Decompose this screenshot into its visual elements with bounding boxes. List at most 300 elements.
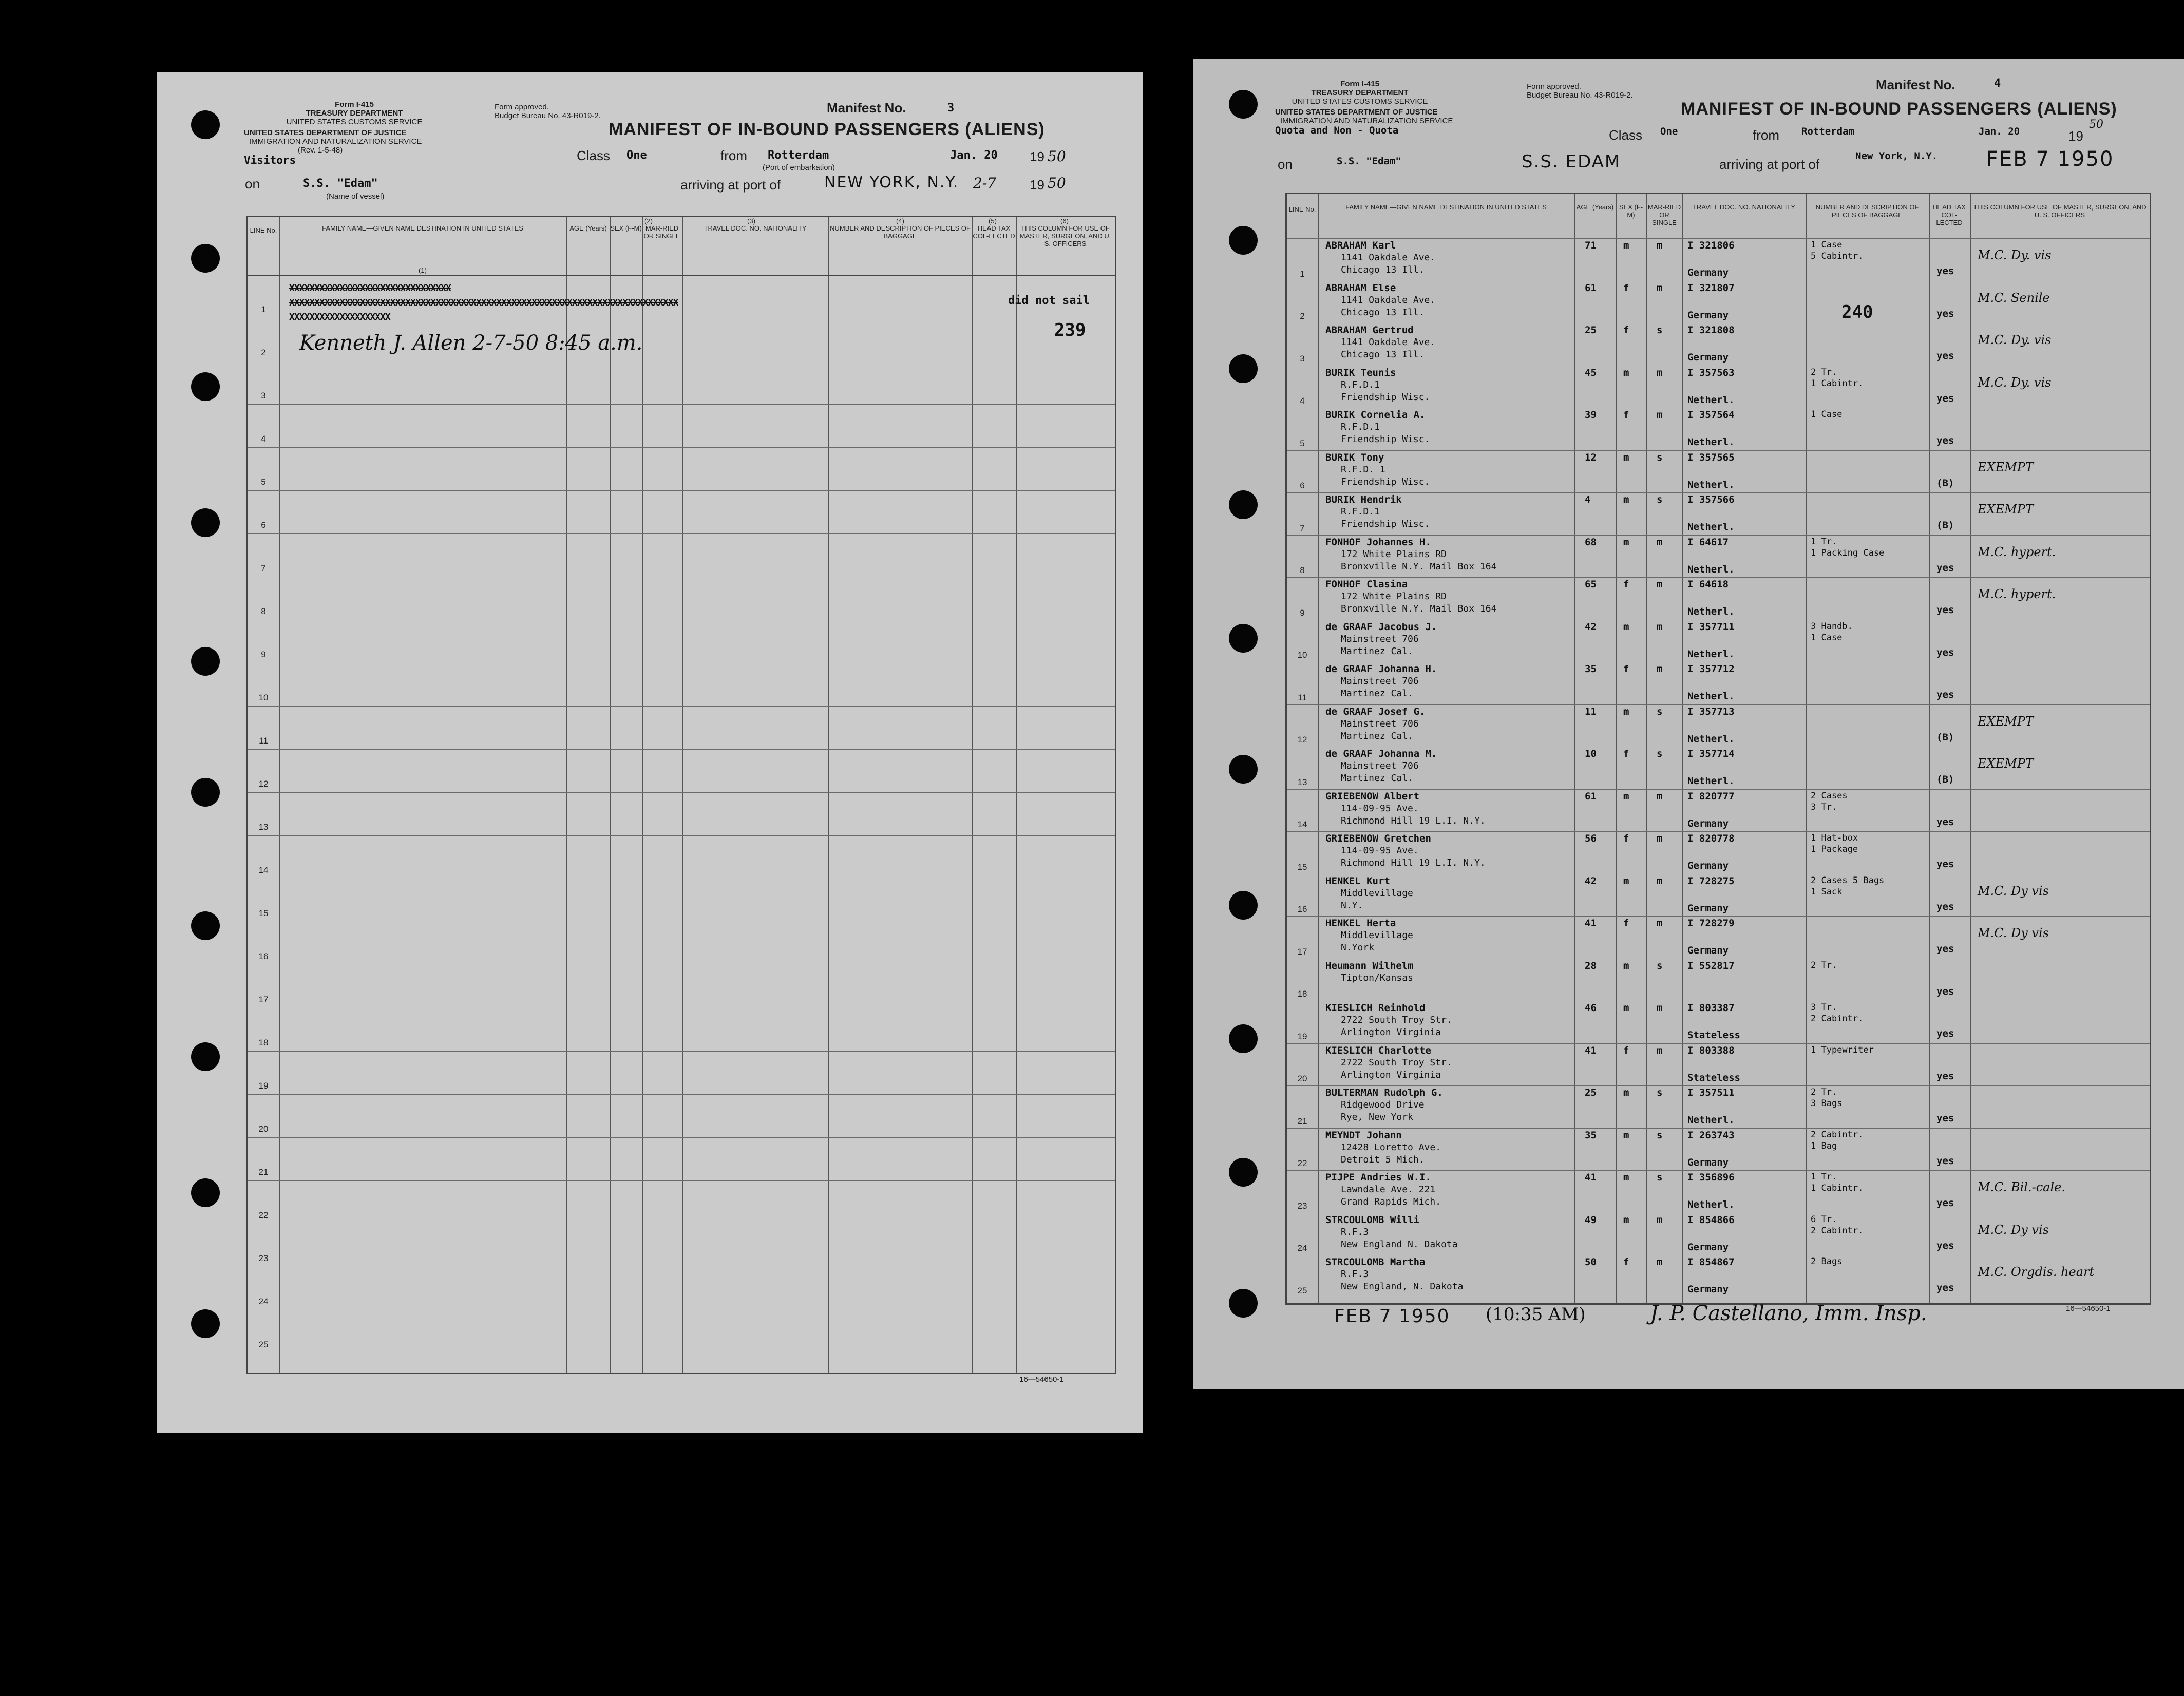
form-approved: Form approved.: [1527, 82, 1581, 91]
baggage-line1: 2 Tr.: [1811, 960, 1837, 970]
inspector-signature: J. P. Castellano, Imm. Insp.: [1650, 1302, 1927, 1325]
baggage-line1: 1 Case: [1811, 409, 1843, 420]
form-id: Form I-415: [1340, 80, 1379, 88]
row-number: 6: [1300, 481, 1305, 490]
nationality: Netherl.: [1687, 733, 1735, 745]
binder-hole: [1229, 1158, 1258, 1187]
passenger-age: 61: [1585, 790, 1597, 802]
officer-note: EXEMPT: [1978, 756, 2034, 771]
binder-hole: [1229, 490, 1258, 519]
head-tax: yes: [1936, 265, 1954, 277]
passenger-address-line1: Mainstreet 706: [1341, 760, 1419, 771]
binder-hole: [191, 1178, 220, 1207]
binder-hole: [1229, 226, 1258, 255]
head-tax: (B): [1936, 520, 1954, 531]
table-row: [1287, 747, 2150, 790]
col-header-line: LINE No.: [1288, 205, 1316, 213]
passenger-name: de GRAAF Jacobus J.: [1325, 621, 1437, 633]
nationality: Netherl.: [1687, 606, 1735, 617]
arrival-port: New York, N.Y.: [1855, 150, 1938, 162]
passenger-address-line1: 12428 Loretto Ave.: [1341, 1141, 1441, 1153]
officer-note: M.C. Senile: [1978, 290, 2050, 305]
passenger-age: 42: [1585, 875, 1597, 887]
manifest-title: MANIFEST OF IN-BOUND PASSENGERS (ALIENS): [1681, 99, 2117, 119]
nationality: Germany: [1687, 1156, 1729, 1168]
row-number: 8: [261, 606, 266, 616]
passenger-address-line1: Lawndale Ave. 221: [1341, 1184, 1436, 1195]
arriving-label: arriving at port of: [680, 177, 781, 193]
row-number: 12: [1297, 735, 1307, 745]
col-header-travel-doc: TRAVEL DOC. NO. NATIONALITY: [704, 224, 807, 232]
year-prefix: 19: [1030, 149, 1044, 164]
passenger-name: GRIEBENOW Gretchen: [1325, 833, 1431, 844]
nationality: Germany: [1687, 352, 1729, 363]
col-number: (5): [989, 217, 997, 225]
passenger-address-line2: Martinez Cal.: [1341, 645, 1413, 657]
passenger-age: 11: [1585, 706, 1597, 717]
travel-doc-number: I 357564: [1687, 409, 1735, 421]
passenger-address-line1: Middlevillage: [1341, 887, 1413, 899]
binder-hole: [191, 1042, 220, 1071]
customs-service: UNITED STATES CUSTOMS SERVICE: [1292, 97, 1428, 106]
left-manifest-page: [157, 72, 1143, 1433]
table-row: [1287, 1170, 2150, 1213]
baggage-line1: 3 Handb.: [1811, 621, 1853, 632]
officer-note: M.C. Dy. vis: [1978, 333, 2052, 347]
baggage-line1: 2 Tr.: [1811, 1087, 1837, 1097]
passenger-sex: m: [1623, 1214, 1629, 1226]
passenger-name: de GRAAF Josef G.: [1325, 706, 1426, 717]
col-header-sex: SEX (F-M): [610, 224, 642, 232]
nationality: Netherl.: [1687, 521, 1735, 532]
row-number: 14: [258, 865, 269, 875]
travel-doc-number: I 357563: [1687, 367, 1735, 378]
col-header-married: MAR-RIED OR SINGLE: [1647, 203, 1681, 226]
baggage-line1: 1 Typewriter: [1811, 1044, 1874, 1055]
baggage-line1: 1 Case: [1811, 240, 1843, 250]
baggage-line2: 1 Cabintr.: [1811, 378, 1864, 389]
travel-doc-number: I 357565: [1687, 451, 1735, 463]
passenger-address-line1: Tipton/Kansas: [1341, 972, 1413, 983]
travel-doc-number: I 357712: [1687, 663, 1735, 675]
col-number: (1): [419, 266, 427, 274]
col-number: (4): [896, 217, 904, 225]
passenger-age: 41: [1585, 1172, 1597, 1183]
nationality: Germany: [1687, 902, 1729, 914]
passenger-marital: m: [1657, 579, 1663, 590]
ins-label: IMMIGRATION AND NATURALIZATION SERVICE: [249, 137, 422, 146]
travel-doc-number: I 321808: [1687, 325, 1735, 336]
row-number: 24: [1297, 1243, 1307, 1253]
travel-doc-number: I 321806: [1687, 240, 1735, 251]
row-number: 20: [1297, 1074, 1307, 1083]
passenger-address-line1: 1141 Oakdale Ave.: [1341, 294, 1436, 306]
arrival-year-prefix: 19: [1030, 177, 1044, 193]
passenger-sex: m: [1623, 706, 1629, 717]
vessel-note: (Name of vessel): [326, 192, 385, 201]
head-tax: yes: [1936, 943, 1954, 955]
revision-label: (Rev. 1-5-48): [298, 146, 343, 155]
passenger-age: 46: [1585, 1002, 1597, 1014]
row-number: 21: [1297, 1116, 1307, 1126]
col-header-line: LINE No.: [250, 226, 277, 234]
passenger-address-line1: 1141 Oakdale Ave.: [1341, 337, 1436, 348]
row-number: 23: [258, 1253, 269, 1263]
travel-doc-number: I 728275: [1687, 875, 1735, 887]
passenger-address-line2: Bronxville N.Y. Mail Box 164: [1341, 603, 1497, 614]
officer-note: M.C. Dy vis: [1978, 1222, 2049, 1237]
passenger-marital: s: [1657, 451, 1663, 463]
officer-note: M.C. Dy. vis: [1978, 375, 2052, 390]
nationality: Germany: [1687, 1284, 1729, 1295]
passenger-address-line1: Mainstreet 706: [1341, 676, 1419, 687]
ins-label: IMMIGRATION AND NATURALIZATION SERVICE: [1280, 117, 1453, 125]
baggage-line1: 2 Tr.: [1811, 367, 1837, 377]
baggage-line1: 3 Tr.: [1811, 1002, 1837, 1013]
baggage-line1: 6 Tr.: [1811, 1214, 1837, 1225]
passenger-address-line2: Rye, New York: [1341, 1112, 1413, 1122]
passenger-address-line2: Friendship Wisc.: [1341, 519, 1430, 529]
head-tax: (B): [1936, 477, 1954, 489]
passenger-address-line1: Mainstreet 706: [1341, 718, 1419, 729]
passenger-name: BURIK Cornelia A.: [1325, 409, 1426, 421]
head-tax: yes: [1936, 1155, 1954, 1167]
passenger-marital: m: [1657, 621, 1663, 633]
passenger-age: 56: [1585, 833, 1597, 844]
manifest-title: MANIFEST OF IN-BOUND PASSENGERS (ALIENS): [609, 120, 1045, 139]
page-footer-code: 16—54650-1: [1019, 1375, 1064, 1384]
officer-note: M.C. hypert.: [1978, 587, 2056, 601]
passenger-sex: f: [1623, 748, 1629, 759]
baggage-line2: 3 Bags: [1811, 1098, 1843, 1109]
table-row: [1287, 1255, 2150, 1298]
travel-doc-number: I 357714: [1687, 748, 1735, 759]
row-number: 21: [258, 1167, 269, 1177]
row-number: 5: [261, 477, 266, 487]
nationality: Netherl.: [1687, 775, 1735, 787]
on-label: on: [1278, 157, 1293, 172]
head-tax: yes: [1936, 859, 1954, 870]
row-number: 16: [1297, 904, 1307, 914]
col-header-travel-doc: TRAVEL DOC. NO. NATIONALITY: [1693, 203, 1795, 211]
budget-bureau: Budget Bureau No. 43-R019-2.: [1527, 91, 1633, 100]
col-header-head-tax: HEAD TAX COL-LECTED: [1933, 203, 1966, 226]
class-label: Class: [577, 148, 611, 163]
passenger-marital: m: [1657, 1256, 1663, 1268]
visitors-label: Visitors: [244, 154, 296, 166]
passenger-sex: m: [1623, 367, 1629, 378]
travel-doc-number: I 321807: [1687, 282, 1735, 294]
binder-hole: [191, 372, 220, 401]
binder-hole: [1229, 1024, 1258, 1053]
officer-note: M.C. Dy. vis: [1978, 248, 2052, 262]
table-row: [1287, 1043, 2150, 1087]
table-row: [1287, 577, 2150, 620]
passenger-address-line2: Chicago 13 Ill.: [1341, 264, 1425, 275]
col-number: (3): [747, 217, 755, 225]
passenger-name: STRCOULOMB Martha: [1325, 1256, 1426, 1268]
travel-doc-number: I 552817: [1687, 960, 1735, 971]
binder-hole: [191, 110, 220, 139]
passenger-sex: m: [1623, 494, 1629, 505]
passenger-age: 41: [1585, 1044, 1597, 1056]
travel-doc-number: I 64618: [1687, 579, 1729, 590]
passenger-age: 41: [1585, 918, 1597, 929]
nationality: Germany: [1687, 860, 1729, 871]
binder-hole: [1229, 624, 1258, 653]
baggage-line1: 2 Cabintr.: [1811, 1129, 1864, 1140]
head-tax: yes: [1936, 308, 1954, 319]
travel-doc-number: I 854866: [1687, 1214, 1735, 1226]
passenger-age: 65: [1585, 579, 1597, 590]
passenger-address-line2: Arlington Virginia: [1341, 1069, 1441, 1080]
travel-doc-number: I 820778: [1687, 833, 1735, 844]
passenger-marital: m: [1657, 409, 1663, 421]
passenger-name: FONHOF Johannes H.: [1325, 536, 1431, 548]
head-tax: yes: [1936, 689, 1954, 700]
passenger-marital: s: [1657, 1087, 1663, 1098]
passenger-address-line1: 114-09-95 Ave.: [1341, 803, 1419, 814]
passenger-sex: f: [1623, 409, 1629, 421]
officer-note: EXEMPT: [1978, 714, 2034, 729]
nationality: Stateless: [1687, 1072, 1740, 1083]
nationality: Netherl.: [1687, 691, 1735, 702]
head-tax: yes: [1936, 1070, 1954, 1082]
passenger-address-line2: Friendship Wisc.: [1341, 434, 1430, 445]
head-tax: yes: [1936, 604, 1954, 616]
passenger-address-line2: New England N. Dakota: [1341, 1238, 1458, 1250]
travel-doc-number: I 820777: [1687, 790, 1735, 802]
manifest-table: [246, 216, 1116, 1374]
officer-note: M.C. Orgdis. heart: [1978, 1265, 2095, 1279]
passenger-address-line1: R.F.D. 1: [1341, 464, 1385, 475]
year-value: 50: [2089, 118, 2103, 131]
bottom-time: (10:35 AM): [1486, 1304, 1586, 1325]
travel-doc-number: I 854867: [1687, 1256, 1735, 1268]
passenger-sex: f: [1623, 663, 1629, 675]
col-header-officers: THIS COLUMN FOR USE OF MASTER, SURGEON, AND U. S. OFFICERS: [1973, 203, 2147, 219]
row-number: 19: [1297, 1031, 1307, 1041]
row-number: 18: [258, 1038, 269, 1047]
passenger-address-line2: New England, N. Dakota: [1341, 1281, 1464, 1292]
embarkation-note: (Port of embarkation): [763, 163, 835, 172]
on-label: on: [245, 176, 260, 192]
col-header-name: FAMILY NAME—GIVEN NAME DESTINATION IN UNITED STATES: [1345, 203, 1547, 211]
row-number: 25: [258, 1340, 269, 1349]
passenger-age: 10: [1585, 748, 1597, 759]
officer-number: 240: [1841, 302, 1873, 322]
passenger-sex: m: [1623, 1087, 1629, 1098]
passenger-marital: s: [1657, 748, 1663, 759]
passenger-address-line1: Mainstreet 706: [1341, 633, 1419, 644]
officer-note: M.C. Dy vis: [1978, 926, 2049, 940]
baggage-line1: 1 Tr.: [1811, 1172, 1837, 1182]
passenger-address-line1: Ridgewood Drive: [1341, 1099, 1425, 1110]
col-header-officers: THIS COLUMN FOR USE OF MASTER, SURGEON, AND U. S. OFFICERS: [1019, 224, 1111, 247]
baggage-line1: 2 Bags: [1811, 1256, 1843, 1267]
travel-doc-number: I 64617: [1687, 536, 1729, 548]
passenger-marital: s: [1657, 960, 1663, 971]
col-header-baggage: NUMBER AND DESCRIPTION OF PIECES OF BAGGAGE: [830, 224, 971, 240]
table-row: [1287, 1128, 2150, 1171]
passenger-sex: m: [1623, 960, 1629, 971]
passenger-sex: f: [1623, 325, 1629, 336]
head-tax: yes: [1936, 1028, 1954, 1039]
right-manifest-page: [1193, 59, 2184, 1389]
did-not-sail-note: did not sail: [1008, 294, 1090, 307]
baggage-line2: 1 Case: [1811, 632, 1843, 643]
row-number: 12: [258, 779, 269, 789]
passenger-address-line1: 114-09-95 Ave.: [1341, 845, 1419, 856]
passenger-name: BURIK Teunis: [1325, 367, 1396, 378]
passenger-address-line2: Grand Rapids Mich.: [1341, 1196, 1441, 1207]
row-number: 5: [1300, 438, 1305, 448]
table-row: [1287, 662, 2150, 705]
form-approved: Form approved.: [495, 103, 549, 111]
manifest-number: 3: [947, 102, 955, 115]
passenger-name: de GRAAF Johanna H.: [1325, 663, 1437, 675]
table-row: [1287, 238, 2150, 281]
head-tax: yes: [1936, 562, 1954, 574]
passenger-name: MEYNDT Johann: [1325, 1129, 1402, 1141]
passenger-age: 50: [1585, 1256, 1597, 1268]
table-row: [1287, 704, 2150, 748]
travel-doc-number: I 357713: [1687, 706, 1735, 717]
passenger-age: 35: [1585, 1129, 1597, 1141]
table-row: [1287, 789, 2150, 832]
row-number: 17: [258, 995, 269, 1004]
passenger-marital: m: [1657, 367, 1663, 378]
nationality: Netherl.: [1687, 563, 1735, 575]
passenger-address-line2: Martinez Cal.: [1341, 773, 1413, 784]
head-tax: yes: [1936, 1240, 1954, 1251]
passenger-marital: s: [1657, 494, 1663, 505]
nationality: Netherl.: [1687, 1114, 1735, 1126]
department-of-justice: UNITED STATES DEPARTMENT OF JUSTICE: [1275, 108, 1438, 117]
manifest-number: 4: [1994, 77, 2001, 90]
nationality: Germany: [1687, 817, 1729, 829]
passenger-name: ABRAHAM Else: [1325, 282, 1396, 294]
travel-doc-number: I 357511: [1687, 1087, 1735, 1098]
col-number: (6): [1060, 217, 1069, 225]
binder-hole: [1229, 90, 1258, 119]
row-number: 7: [261, 563, 266, 573]
embarkation-date: Jan. 20: [1979, 126, 2020, 137]
nationality: Netherl.: [1687, 648, 1735, 660]
passenger-address-line2: Richmond Hill 19 L.I. N.Y.: [1341, 815, 1486, 826]
embarkation-date: Jan. 20: [950, 149, 998, 162]
passenger-address-line2: N.Y.: [1341, 900, 1363, 911]
row-number: 15: [1297, 862, 1307, 872]
row-number: 11: [259, 736, 268, 746]
passenger-name: HENKEL Kurt: [1325, 875, 1390, 887]
passenger-age: 68: [1585, 536, 1597, 548]
manifest-label: Manifest No.: [827, 100, 906, 116]
passenger-name: HENKEL Herta: [1325, 918, 1396, 929]
passenger-marital: m: [1657, 918, 1663, 929]
officer-note: EXEMPT: [1978, 460, 2034, 474]
from-label: from: [720, 148, 747, 163]
passenger-name: KIESLICH Charlotte: [1325, 1044, 1431, 1056]
passenger-marital: s: [1657, 1129, 1663, 1141]
passenger-address-line2: Richmond Hill 19 L.I. N.Y.: [1341, 857, 1486, 868]
passenger-address-line2: Martinez Cal.: [1341, 730, 1413, 741]
department-of-justice: UNITED STATES DEPARTMENT OF JUSTICE: [244, 128, 407, 137]
head-tax: yes: [1936, 816, 1954, 828]
passenger-marital: m: [1657, 1002, 1663, 1014]
passenger-address-line1: R.F.D.1: [1341, 506, 1380, 517]
nationality: Germany: [1687, 267, 1729, 278]
row-number: 1: [1300, 269, 1305, 279]
passenger-age: 61: [1585, 282, 1597, 294]
col-header-baggage: NUMBER AND DESCRIPTION OF PIECES OF BAGGAGE: [1815, 203, 1919, 219]
travel-doc-number: I 356896: [1687, 1172, 1735, 1183]
passenger-sex: m: [1623, 621, 1629, 633]
row-number: 23: [1297, 1200, 1307, 1211]
col-header-name: FAMILY NAME—GIVEN NAME DESTINATION IN UNITED STATES: [322, 224, 523, 232]
nationality: Netherl.: [1687, 436, 1735, 448]
passenger-name: ABRAHAM Karl: [1325, 240, 1396, 251]
passenger-age: 45: [1585, 367, 1597, 378]
vessel-name: S.S. "Edam": [303, 177, 378, 190]
passenger-sex: f: [1623, 1256, 1629, 1268]
passenger-address-line1: Middlevillage: [1341, 930, 1413, 941]
arrival-date-stamp: FEB 7 1950: [1986, 147, 2114, 171]
head-tax: yes: [1936, 1197, 1954, 1209]
col-number: (2): [644, 217, 653, 225]
passenger-sex: f: [1623, 1044, 1629, 1056]
table-row: [1287, 1085, 2150, 1129]
row-number: 18: [1297, 989, 1307, 999]
nationality: Stateless: [1687, 1030, 1740, 1041]
row-number: 11: [1298, 692, 1307, 702]
passenger-name: STRCOULOMB Willi: [1325, 1214, 1420, 1226]
year-value: 50: [1048, 148, 1066, 165]
head-tax: yes: [1936, 985, 1954, 997]
travel-doc-number: I 803388: [1687, 1044, 1735, 1056]
nationality: Germany: [1687, 309, 1729, 321]
travel-doc-number: I 728279: [1687, 918, 1735, 929]
nationality: Netherl.: [1687, 1199, 1735, 1210]
passenger-address-line1: 172 White Plains RD: [1341, 548, 1447, 560]
passenger-marital: m: [1657, 240, 1663, 251]
quota-label: Quota and Non - Quota: [1275, 125, 1399, 136]
head-tax: yes: [1936, 901, 1954, 912]
vessel-stamp: S.S. EDAM: [1522, 151, 1621, 172]
row-number: 19: [258, 1081, 269, 1091]
passenger-marital: s: [1657, 325, 1663, 336]
row-number: 17: [1297, 946, 1307, 957]
table-row: [1287, 1001, 2150, 1044]
head-tax: (B): [1936, 731, 1954, 743]
row-number: 4: [261, 434, 266, 444]
row-number: 6: [261, 520, 266, 530]
passenger-sex: f: [1623, 833, 1629, 844]
vessel-name: S.S. "Edam": [1337, 156, 1401, 167]
baggage-line2: 1 Bag: [1811, 1140, 1837, 1151]
table-row: [1287, 831, 2150, 874]
budget-bureau: Budget Bureau No. 43-R019-2.: [495, 111, 601, 120]
passenger-address-line1: 1141 Oakdale Ave.: [1341, 252, 1436, 263]
passenger-name: KIESLICH Reinhold: [1325, 1002, 1426, 1014]
passenger-age: 71: [1585, 240, 1597, 251]
struck-entry: XXXXXXXXXXXXXXXXXXXX: [289, 312, 390, 322]
binder-hole: [1229, 354, 1258, 383]
passenger-address-line1: 2722 South Troy Str.: [1341, 1015, 1452, 1025]
col-header-age: AGE (Years): [1576, 203, 1614, 211]
struck-entry: XXXXXXXXXXXXXXXXXXXXXXXXXXXXXXXXXXXXXXXXXXXXXXXXXXXXXXXXXXXXXXXXXXXXXXXXXXXXX: [289, 297, 678, 308]
form-id: Form I-415: [335, 100, 374, 109]
